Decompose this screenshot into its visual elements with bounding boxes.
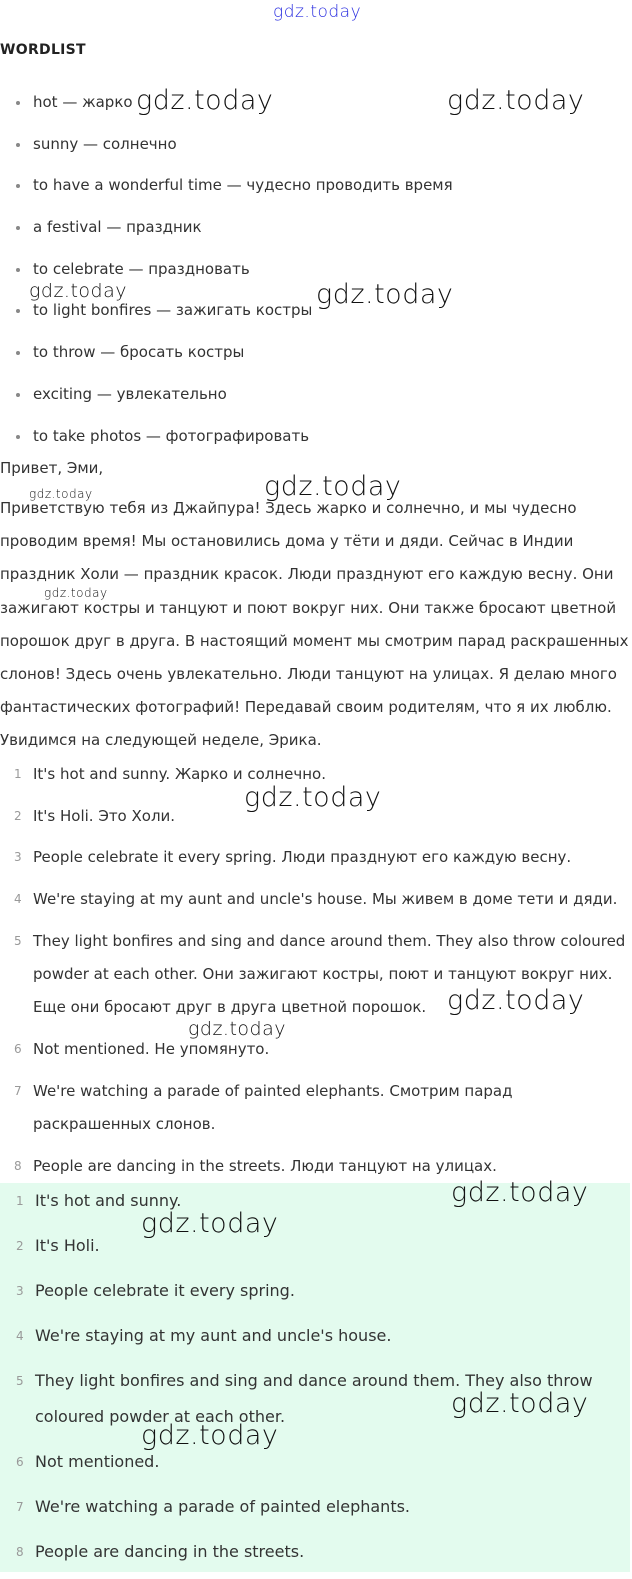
answers-english-list: [0, 1183, 630, 1579]
list-item: 8 People are dancing in the streets. Люди танцуют на улицах.: [0, 1150, 632, 1183]
list-item: 4 We're staying at my aunt and uncle's house. Мы живем в доме тети и дяди.: [0, 883, 632, 916]
answers-translated-list: [0, 758, 632, 1191]
list-item: 1 It's hot and sunny. Жарко и солнечно.: [0, 758, 632, 791]
item-number: 3: [14, 850, 22, 865]
item-number: 4: [16, 1329, 24, 1343]
list-item: exciting — увлекательно: [0, 374, 453, 416]
bullet-icon: [16, 101, 20, 105]
letter-line: праздник Холи — праздник красок. Люди празднуют его каждую весну. Они: [0, 565, 614, 584]
list-item: 5 They light bonfires and sing and dance around them. They also throw coloured powder at each other. Они зажигают костры, поют и танцуют вокруг них. Еще они бросают друг в друга цветной порошок.: [0, 925, 632, 1025]
bullet-icon: [16, 351, 20, 355]
bullet-icon: [16, 435, 20, 439]
list-item: 8 People are dancing in the streets.: [0, 1534, 630, 1570]
bullet-icon: [16, 268, 20, 272]
wordlist: [0, 82, 453, 457]
list-item: sunny — солнечно: [0, 124, 453, 166]
list-item: a festival — праздник: [0, 207, 453, 249]
list-item: to take photos — фотографировать: [0, 416, 453, 458]
watermark: gdz.today: [29, 280, 127, 302]
list-item: to throw — бросать костры: [0, 332, 453, 374]
watermark: gdz.today: [451, 1388, 589, 1419]
item-number: 5: [14, 933, 22, 948]
watermark: gdz.today: [44, 586, 108, 600]
letter-line: зажигают костры и танцуют и поют вокруг них. Они также бросают цветной: [0, 598, 617, 617]
list-item: to light bonfires — зажигать костры: [0, 290, 453, 332]
letter-line: слонов! Здесь очень увлекательно. Люди танцуют на улицах. Я делаю много: [0, 664, 617, 683]
letter-greeting: Привет, Эми,: [0, 459, 104, 477]
watermark: gdz.today: [141, 1420, 279, 1451]
list-item: to have a wonderful time — чудесно проводить время: [0, 165, 453, 207]
watermark: gdz.today: [316, 279, 454, 310]
watermark: gdz.today: [264, 471, 402, 502]
list-item: 7 We're watching a parade of painted elephants.: [0, 1489, 630, 1525]
item-number: 7: [14, 1083, 22, 1098]
list-item: 5 They light bonfires and sing and dance around them. They also throw coloured powder at each other.: [0, 1363, 630, 1435]
watermark: gdz.today: [447, 85, 585, 116]
page-title: WORDLIST: [0, 42, 86, 58]
item-number: 3: [16, 1284, 24, 1298]
letter-line: Увидимся на следующей неделе, Эрика.: [0, 731, 322, 750]
item-number: 8: [14, 1158, 22, 1173]
item-number: 5: [16, 1374, 24, 1388]
item-number: 1: [16, 1194, 24, 1208]
list-item: 2 It's Holi. Это Холи.: [0, 800, 632, 833]
list-item: 7 We're watching a parade of painted elephants. Смотрим парад раскрашенных слонов.: [0, 1075, 632, 1141]
watermark: gdz.today: [451, 1177, 589, 1208]
list-item: 4 We're staying at my aunt and uncle's house.: [0, 1318, 630, 1354]
bullet-icon: [16, 226, 20, 230]
bullet-icon: [16, 143, 20, 147]
item-number: 8: [16, 1545, 24, 1559]
bullet-icon: [16, 393, 20, 397]
watermark: gdz.today: [136, 85, 274, 116]
item-number: 6: [14, 1041, 22, 1056]
letter-line: Приветствую тебя из Джайпура! Здесь жарко и солнечно, и мы чудесно: [0, 499, 577, 517]
watermark: gdz.today: [273, 2, 362, 22]
watermark: gdz.today: [29, 487, 93, 501]
list-item: 6 Not mentioned. Не упомянуто.: [0, 1033, 632, 1066]
watermark: gdz.today: [188, 1018, 286, 1040]
watermark: gdz.today: [141, 1208, 279, 1239]
list-item: 3 People celebrate it every spring.: [0, 1273, 630, 1309]
list-item: hot — жарко: [0, 82, 453, 124]
list-item: 1 It's hot and sunny.: [0, 1183, 630, 1219]
list-item: 2 It's Holi.: [0, 1228, 630, 1264]
letter-line: проводим время! Мы остановились дома у тёти и дяди. Сейчас в Индии: [0, 532, 574, 551]
item-number: 2: [14, 808, 22, 823]
list-item: to celebrate — праздновать: [0, 249, 453, 291]
bullet-icon: [16, 184, 20, 188]
watermark: gdz.today: [244, 782, 382, 813]
item-number: 7: [16, 1500, 24, 1514]
list-item: 3 People celebrate it every spring. Люди празднуют его каждую весну.: [0, 841, 632, 874]
list-item: 6 Not mentioned.: [0, 1444, 630, 1480]
item-number: 6: [16, 1455, 24, 1469]
item-number: 2: [16, 1239, 24, 1253]
item-number: 1: [14, 767, 22, 781]
letter-line: порошок друг в друга. В настоящий момент мы смотрим парад раскрашенных: [0, 631, 629, 650]
letter-line: фантастических фотографий! Передавай своим родителям, что я их люблю.: [0, 698, 612, 717]
bullet-icon: [16, 309, 20, 313]
item-number: 4: [14, 892, 22, 907]
watermark: gdz.today: [447, 985, 585, 1016]
